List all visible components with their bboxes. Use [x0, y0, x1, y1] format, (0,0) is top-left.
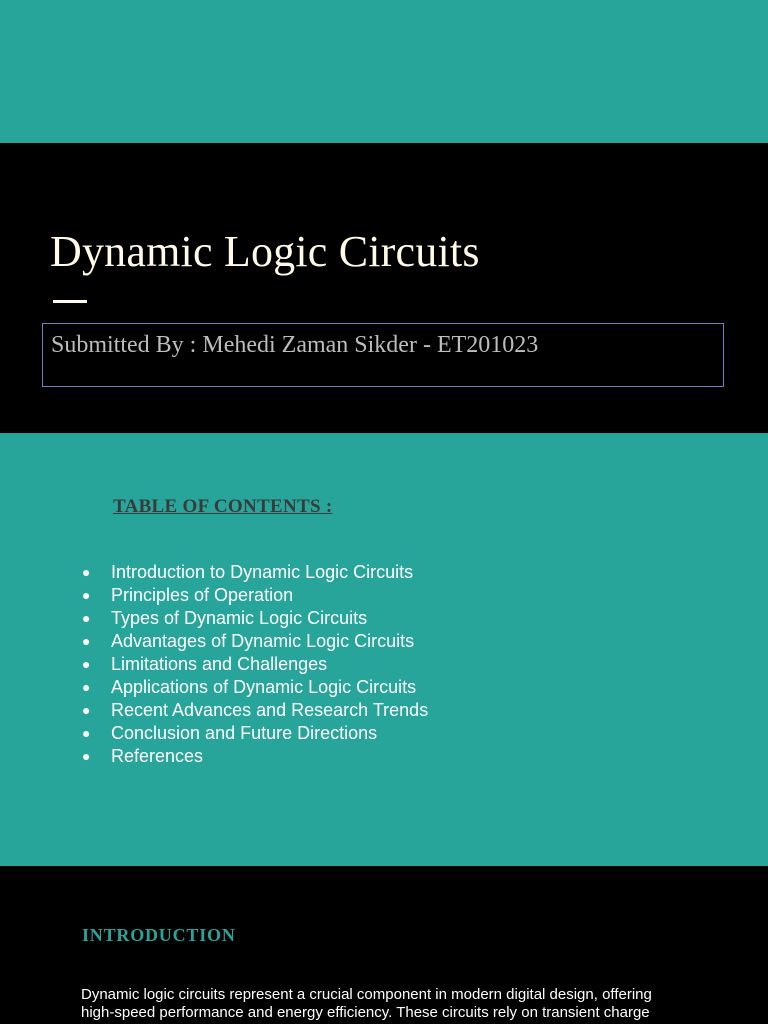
document-title: Dynamic Logic Circuits	[50, 227, 480, 276]
introduction-heading: INTRODUCTION	[82, 925, 236, 945]
toc-item-label: Limitations and Challenges	[111, 654, 328, 674]
toc-heading: TABLE OF CONTENTS :	[113, 496, 333, 517]
toc-item-label: Introduction to Dynamic Logic Circuits	[111, 562, 414, 582]
bullet-icon: ●	[82, 564, 91, 580]
toc-item-label: Recent Advances and Research Trends	[111, 700, 429, 720]
table-of-contents-section	[0, 433, 768, 866]
toc-item-label: Applications of Dynamic Logic Circuits	[111, 677, 417, 697]
introduction-section	[0, 866, 768, 1024]
bullet-icon: ●	[82, 610, 91, 626]
bullet-icon: ●	[82, 702, 91, 718]
bullet-icon: ●	[82, 725, 91, 741]
bullet-icon: ●	[82, 679, 91, 695]
toc-item-label: Types of Dynamic Logic Circuits	[111, 608, 368, 628]
toc-item-label: Conclusion and Future Directions	[111, 723, 378, 743]
introduction-paragraph: Dynamic logic circuits represent a crucial component in modern digital design, offering high-speed performance and energy efficiency. These circuits rely on transient charge	[81, 986, 652, 1021]
toc-item-label: Principles of Operation	[111, 585, 294, 605]
title-underline	[53, 300, 87, 303]
bullet-icon: ●	[82, 656, 91, 672]
bullet-icon: ●	[82, 748, 91, 764]
title-section	[0, 143, 768, 433]
toc-item-label: Advantages of Dynamic Logic Circuits	[111, 631, 415, 651]
top-band	[0, 0, 768, 143]
bullet-icon: ●	[82, 587, 91, 603]
submitted-by-text: Submitted By : Mehedi Zaman Sikder - ET201023	[51, 332, 539, 358]
submitted-by-box	[42, 323, 724, 387]
bullet-icon: ●	[82, 633, 91, 649]
toc-item-label: References	[111, 746, 204, 766]
